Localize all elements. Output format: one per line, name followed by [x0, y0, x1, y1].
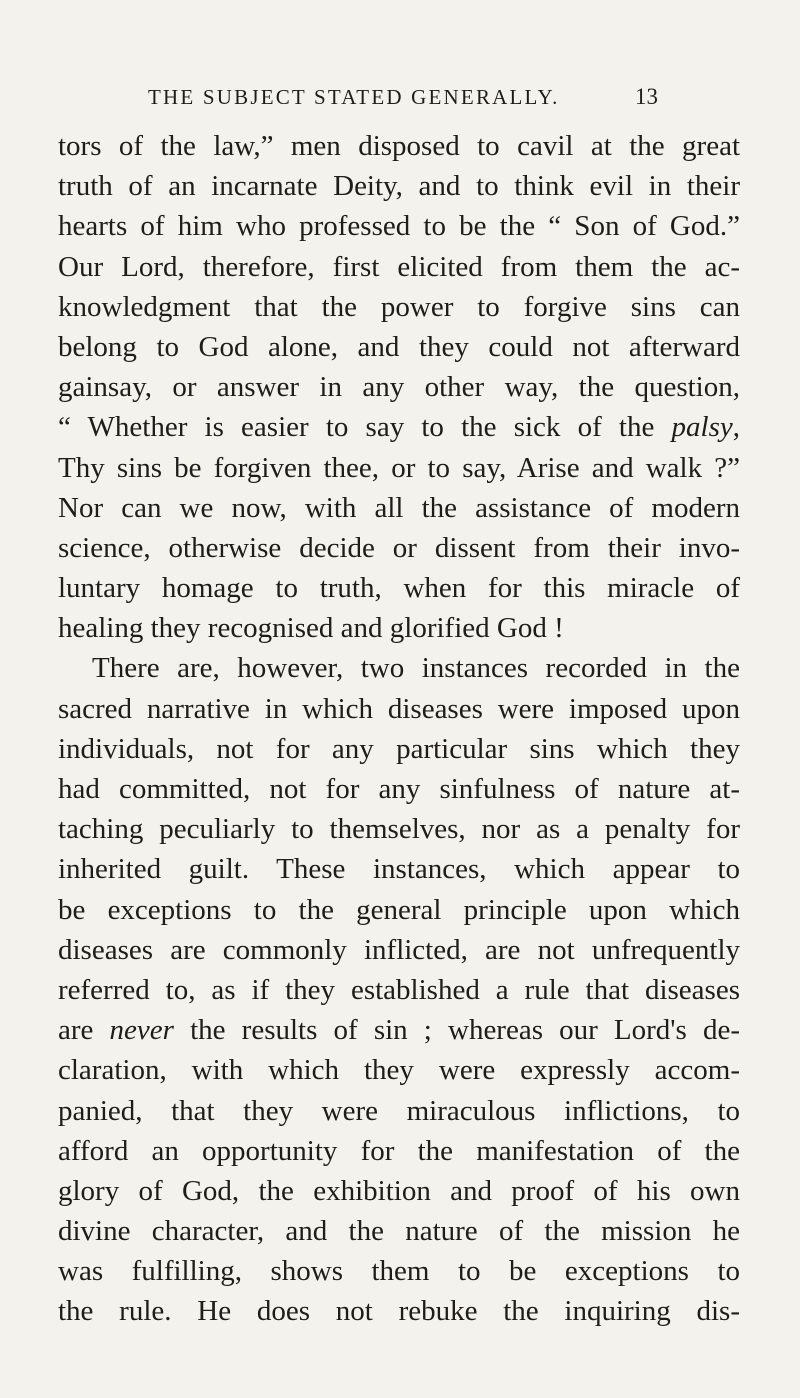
text-line: Nor can we now, with all the assistance of modern — [58, 491, 740, 524]
text-line: glory of God, the exhibition and proof of his own — [58, 1174, 740, 1207]
text-line: had committed, not for any sinfulness of nature at- — [58, 773, 740, 805]
italic-word: palsy — [671, 411, 733, 444]
running-title: THE SUBJECT STATED GENERALLY. — [148, 85, 560, 109]
text-line: claration, with which they were expressly accom- — [58, 1054, 740, 1087]
text-line: individuals, not for any particular sins which they — [58, 732, 740, 765]
body-text — [58, 126, 740, 1332]
text-line: referred to, as if they established a rule that diseases — [58, 973, 740, 1006]
text-line: truth of an incarnate Deity, and to think evil in their — [58, 170, 740, 203]
text-line: healing they recognised and glorified God ! — [58, 612, 564, 645]
text-line: belong to God alone, and they could not afterward — [58, 330, 740, 363]
text-line: inherited guilt. These instances, which appear to — [58, 853, 740, 886]
text-line: divine character, and the nature of the mission he — [58, 1215, 740, 1248]
text-line: hearts of him who professed to be the “ Son of God.” — [58, 210, 740, 243]
text-line: gainsay, or answer in any other way, the question, — [58, 371, 740, 404]
text-line: diseases are commonly inflicted, are not unfrequently — [58, 933, 740, 966]
text-line: luntary homage to truth, when for this miracle of — [58, 572, 740, 605]
text-line: are never the results of sin ; whereas our Lord's de- — [58, 1014, 740, 1047]
text-line: Thy sins be forgiven thee, or to say, Arise and walk ?” — [58, 451, 740, 484]
text-line: knowledgment that the power to forgive sins can — [58, 290, 740, 323]
text-line: afford an opportunity for the manifestation of the — [58, 1134, 740, 1167]
running-head — [148, 80, 658, 114]
italic-word: never — [109, 1014, 174, 1047]
text-line: panied, that they were miraculous inflictions, to — [58, 1094, 740, 1127]
text-line: tors of the law,” men disposed to cavil at the great — [58, 130, 740, 162]
text-line: sacred narrative in which diseases were imposed upon — [58, 692, 740, 725]
text-line: was fulfilling, shows them to be exceptions to — [58, 1255, 740, 1288]
text-line: the rule. He does not rebuke the inquiring dis- — [58, 1295, 740, 1328]
text-line: be exceptions to the general principle upon which — [58, 893, 740, 926]
text-line: science, otherwise decide or dissent from their invo- — [58, 531, 740, 564]
text-line: Our Lord, therefore, first elicited from them the ac- — [58, 250, 740, 283]
text-line: taching peculiarly to themselves, nor as a penalty for — [58, 813, 740, 846]
text-line: There are, however, two instances recorded in the — [92, 652, 740, 685]
page-number: 13 — [635, 84, 658, 109]
text-line: “ Whether is easier to say to the sick of the palsy, — [58, 411, 740, 444]
